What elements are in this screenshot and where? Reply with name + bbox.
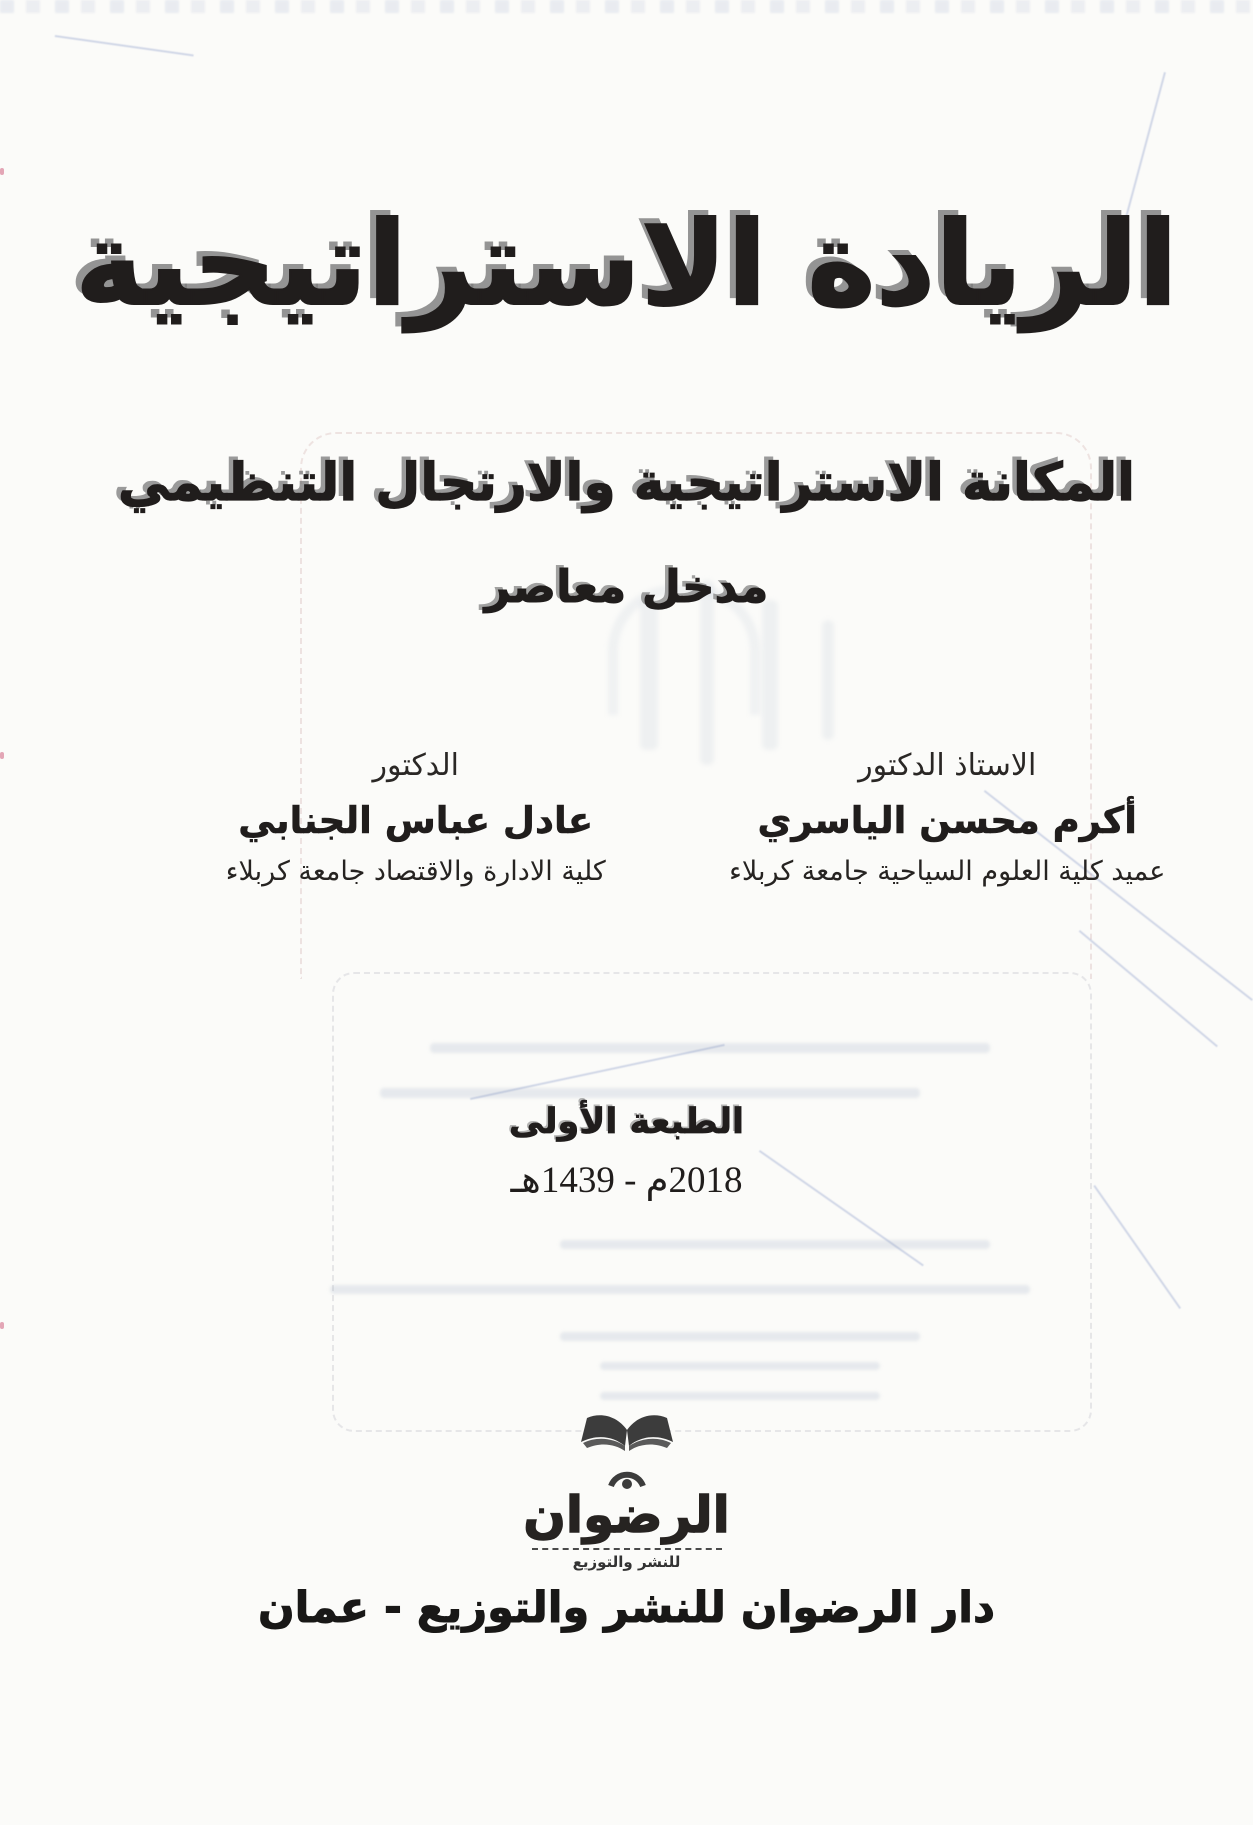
author-primary [682,748,1214,887]
book-title: الريادة الاستراتيجية [75,197,1178,332]
author-affiliation: كلية الادارة والاقتصاد جامعة كربلاء [225,856,606,887]
logo-divider [532,1548,722,1550]
author-secondary [150,748,682,887]
edition-years: 2018م - 1439هـ [510,1160,743,1201]
author-name: أكرم محسن الياسري [757,799,1137,842]
ghost-text-line [560,1240,990,1249]
author-name: عادل عباس الجنابي [238,799,594,842]
publisher-imprint: دار الرضوان للنشر والتوزيع - عمان [257,1583,996,1633]
scan-crease-line [1079,930,1218,1047]
book-tagline: مدخل معاصر [484,560,769,613]
ghost-text-line [430,1043,990,1053]
pink-speck [0,752,4,759]
ghost-text-line [600,1362,880,1370]
author-affiliation: عميد كلية العلوم السياحية جامعة كربلاء [729,856,1166,887]
pink-speck [0,1322,4,1329]
publisher-logo-name: الرضوان [523,1486,730,1544]
ghost-text-line [380,1088,920,1098]
edition-label: الطبعة الأولى [508,1102,745,1142]
publisher-logo-tagline: للنشر والتوزيع [572,1553,681,1571]
top-scan-noise [0,0,1253,13]
ghost-showthrough-shape [640,600,658,750]
ghost-text-line [560,1332,920,1341]
scan-crease-line [55,35,194,56]
book-subtitle: المكانة الاستراتيجية والارتجال التنظيمي [117,453,1136,513]
publisher-logo [0,1408,1253,1571]
ghost-showthrough-shape [822,620,834,740]
author-honorific: الدكتور [372,748,460,783]
ghost-text-line [600,1392,880,1400]
ghost-text-line [330,1285,1030,1294]
authors-block [150,748,1213,887]
scan-crease-line [1093,1185,1181,1309]
ghost-showthrough-shape [762,600,778,750]
pink-speck [0,168,4,175]
author-honorific: الاستاذ الدكتور [858,748,1037,783]
